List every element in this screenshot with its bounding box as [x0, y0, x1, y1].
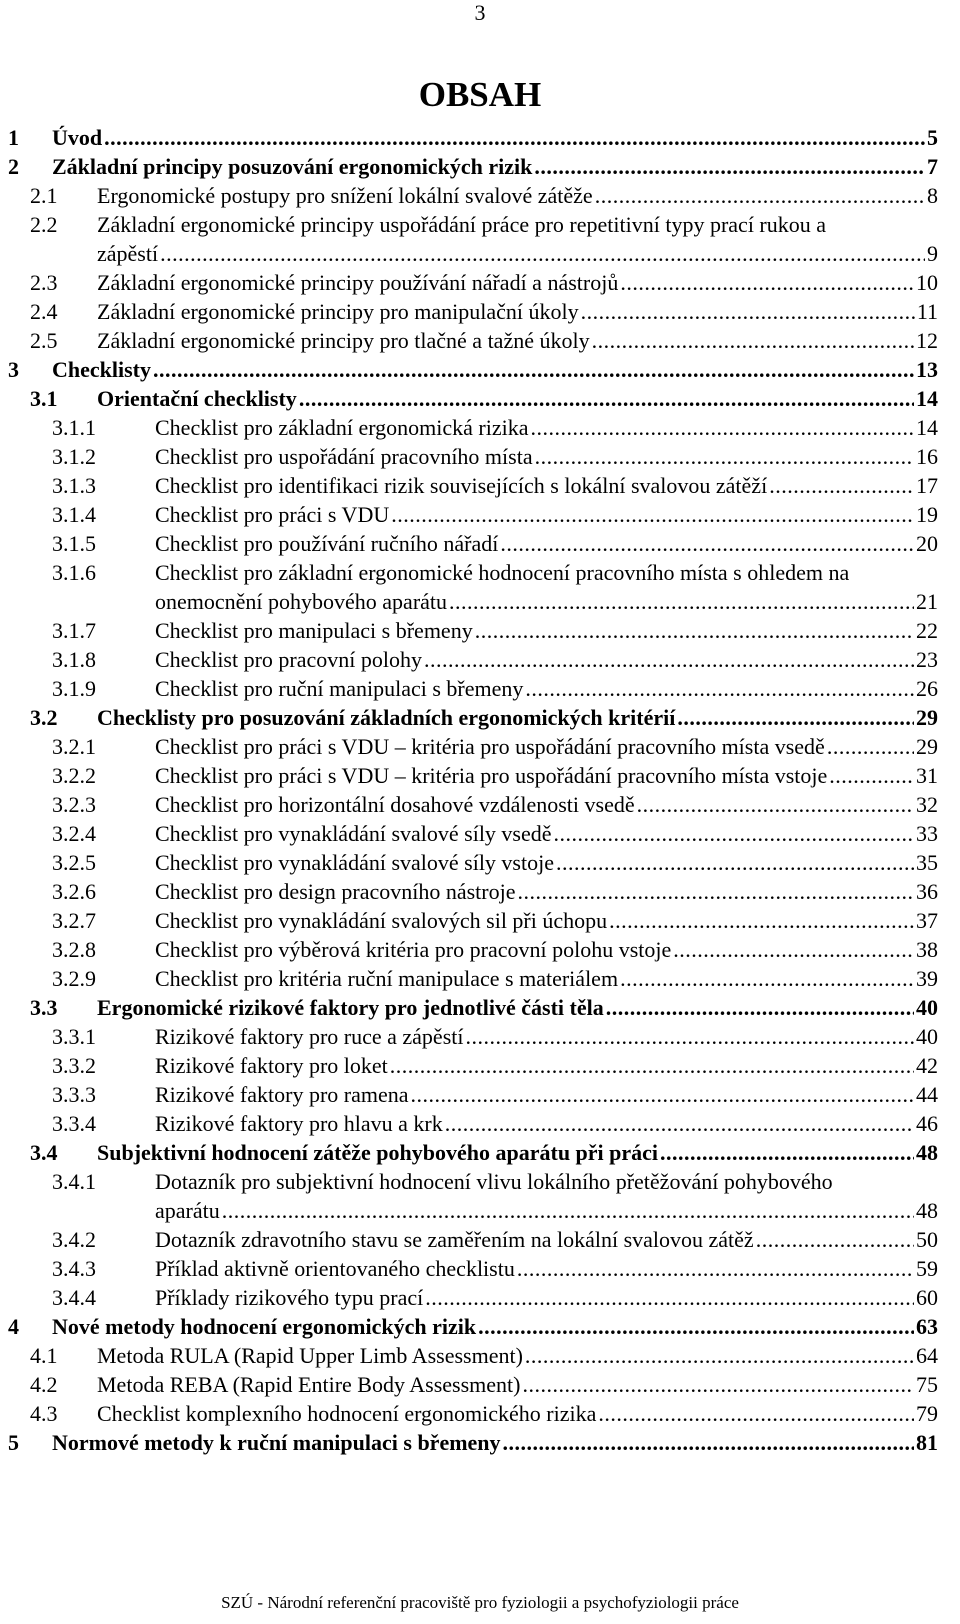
toc-dot-leader [581, 297, 915, 326]
toc-dot-leader [391, 500, 914, 529]
toc-entry-title: Metoda RULA (Rapid Upper Limb Assessment) [97, 1343, 523, 1368]
toc-entry-title: Checklist pro horizontální dosahové vzdálenosti vsedě [155, 792, 635, 817]
toc-entry-title: Rizikové faktory pro loket [155, 1053, 388, 1078]
toc-entry-page: 20 [916, 531, 938, 556]
toc-entry-number: 3.4 [30, 1140, 58, 1165]
toc-entry-number: 3.2.2 [52, 763, 96, 788]
toc-entry-title: Orientační checklisty [97, 386, 297, 411]
toc-dot-leader [222, 1196, 914, 1225]
toc-entry-page: 26 [916, 676, 938, 701]
toc-entry-number: 3.4.1 [52, 1169, 96, 1194]
toc-entry-title: Základní principy posuzování ergonomických rizik [52, 154, 533, 179]
toc-dot-leader [517, 877, 914, 906]
toc-entry[interactable] [0, 935, 960, 964]
toc-dot-leader [660, 1138, 914, 1167]
toc-entry-number: 3.3.3 [52, 1082, 96, 1107]
toc-entry-page: 5 [927, 125, 938, 150]
toc-entry-number: 3.1.4 [52, 502, 96, 527]
toc-dot-leader [522, 1370, 914, 1399]
toc-dot-leader [677, 703, 914, 732]
toc-entry-title: Checklist pro používání ručního nářadí [155, 531, 499, 556]
toc-entry-title: Checklist pro uspořádání pracovního místa [155, 444, 533, 469]
toc-dot-leader [756, 1225, 914, 1254]
toc-entry[interactable] [0, 1283, 960, 1312]
toc-entry-page: 23 [916, 647, 938, 672]
toc-entry-page: 16 [916, 444, 938, 469]
toc-entry-title: Základní ergonomické principy pro manipulační úkoly [97, 299, 579, 324]
toc-entry-title: Checklist pro identifikaci rizik souvisejících s lokální svalovou zátěží [155, 473, 768, 498]
toc-entry-number: 3.2.3 [52, 792, 96, 817]
toc-entry-number: 1 [8, 125, 19, 150]
toc-entry-number: 5 [8, 1430, 19, 1455]
toc-entry[interactable] [0, 181, 960, 210]
toc-entry[interactable] [0, 123, 960, 152]
toc-entry-number: 2.3 [30, 270, 58, 295]
toc-dot-leader [478, 1312, 914, 1341]
toc-entry-number: 3.2.5 [52, 850, 96, 875]
toc-entry-number: 3.2.9 [52, 966, 96, 991]
toc-dot-leader [606, 993, 914, 1022]
toc-entry-title: Checklist pro vynakládání svalové síly vsedě [155, 821, 552, 846]
toc-entry[interactable] [0, 790, 960, 819]
toc-entry-number: 3.2.7 [52, 908, 96, 933]
toc-entry-number: 3.2 [30, 705, 58, 730]
toc-entry-page: 50 [916, 1227, 938, 1252]
toc-entry[interactable] [0, 906, 960, 935]
toc-dot-leader [299, 384, 914, 413]
toc-entry-title: Checklist pro pracovní polohy [155, 647, 423, 672]
toc-entry[interactable] [0, 413, 960, 442]
toc-entry-title: Příklady rizikového typu prací [155, 1285, 424, 1310]
toc-entry-page: 11 [916, 299, 938, 324]
toc-entry[interactable] [0, 674, 960, 703]
toc-entry-title: Úvod [52, 125, 103, 150]
toc-dot-leader [556, 848, 914, 877]
toc-entry-title: Checklist pro práci s VDU [155, 502, 390, 527]
toc-entry-page: 10 [916, 270, 938, 295]
toc-dot-leader [411, 1080, 914, 1109]
toc-entry-title-line: Dotazník pro subjektivní hodnocení vlivu lokálního přetěžování pohybového [155, 1169, 833, 1194]
toc-entry-page: 33 [916, 821, 938, 846]
toc-dot-leader [595, 181, 925, 210]
toc-entry-title: aparátu [155, 1198, 220, 1223]
toc-entry[interactable] [0, 210, 960, 268]
toc-entry-number: 2.5 [30, 328, 58, 353]
toc-entry[interactable] [0, 1167, 960, 1225]
toc-entry-page: 21 [916, 589, 938, 614]
toc-entry-title: Dotazník zdravotního stavu se zaměřením na lokální svalovou zátěž [155, 1227, 754, 1252]
toc-entry[interactable] [0, 819, 960, 848]
toc-entry-page: 7 [927, 154, 938, 179]
toc-entry-page: 29 [916, 734, 938, 759]
toc-dot-leader [153, 355, 914, 384]
toc-entry-title: Checklist pro práci s VDU – kritéria pro uspořádání pracovního místa vstoje [155, 763, 828, 788]
toc-entry-number: 3.4.2 [52, 1227, 96, 1252]
toc-dot-leader [769, 471, 914, 500]
toc-entry-page: 63 [916, 1314, 938, 1339]
toc-entry-page: 22 [916, 618, 938, 643]
toc-dot-leader [554, 819, 914, 848]
toc-dot-leader [530, 413, 914, 442]
toc-dot-leader [609, 906, 914, 935]
toc-entry[interactable] [0, 384, 960, 413]
table-of-contents [0, 123, 960, 1457]
page-number: 3 [474, 0, 486, 25]
toc-dot-leader [673, 935, 914, 964]
toc-entry-page: 44 [916, 1082, 938, 1107]
toc-entry[interactable] [0, 1312, 960, 1341]
toc-entry-number: 4.1 [30, 1343, 58, 1368]
toc-entry-page: 75 [916, 1372, 938, 1397]
page-title: OBSAH [418, 75, 542, 114]
toc-entry-page: 48 [916, 1140, 938, 1165]
toc-entry-title: Rizikové faktory pro ramena [155, 1082, 409, 1107]
toc-entry[interactable] [0, 1022, 960, 1051]
toc-entry-number: 3.2.4 [52, 821, 96, 846]
toc-entry-number: 3.4.4 [52, 1285, 96, 1310]
toc-entry-number: 3.1 [30, 386, 58, 411]
toc-entry[interactable] [0, 326, 960, 355]
toc-entry-number: 3.2.1 [52, 734, 96, 759]
toc-entry[interactable] [0, 616, 960, 645]
toc-entry-number: 3.3 [30, 995, 58, 1020]
toc-entry-title: Checklist pro ruční manipulaci s břemeny [155, 676, 524, 701]
toc-entry-title: Ergonomické rizikové faktory pro jednotlivé části těla [97, 995, 604, 1020]
toc-entry[interactable] [0, 471, 960, 500]
toc-entry[interactable] [0, 500, 960, 529]
toc-entry-page: 40 [916, 1024, 938, 1049]
toc-entry-page: 42 [916, 1053, 938, 1078]
toc-entry-title: Checklisty pro posuzování základních ergonomických kritérií [97, 705, 676, 730]
toc-entry-title: Ergonomické postupy pro snížení lokální svalové zátěže [97, 183, 593, 208]
toc-entry-title: Checklist pro kritéria ruční manipulace s materiálem [155, 966, 619, 991]
toc-entry[interactable] [0, 1399, 960, 1428]
toc-entry-page: 79 [916, 1401, 938, 1426]
toc-dot-leader [827, 732, 914, 761]
toc-dot-leader [424, 645, 914, 674]
toc-entry[interactable] [0, 1341, 960, 1370]
toc-dot-leader [620, 964, 914, 993]
toc-entry-number: 3.3.1 [52, 1024, 96, 1049]
page-footer: SZÚ - Národní referenční pracoviště pro fyziologii a psychofyziologii práce [221, 1593, 739, 1612]
toc-entry-title: Základní ergonomické principy používání nářadí a nástrojů [97, 270, 619, 295]
toc-entry-number: 3.3.4 [52, 1111, 96, 1136]
toc-dot-leader [535, 442, 914, 471]
toc-entry-page: 35 [916, 850, 938, 875]
toc-entry-number: 3.4.3 [52, 1256, 96, 1281]
toc-entry-page: 17 [916, 473, 938, 498]
toc-entry-title-line: Základní ergonomické principy uspořádání práce pro repetitivní typy prací rukou a [97, 212, 827, 237]
toc-dot-leader [534, 152, 925, 181]
toc-entry[interactable] [0, 761, 960, 790]
toc-entry-number: 2.2 [30, 212, 58, 237]
toc-entry-number: 3.1.2 [52, 444, 96, 469]
toc-entry[interactable] [0, 848, 960, 877]
toc-entry[interactable] [0, 993, 960, 1022]
toc-entry-number: 3.1.7 [52, 618, 96, 643]
toc-entry-title: Příklad aktivně orientovaného checklistu [155, 1256, 515, 1281]
toc-entry-page: 36 [916, 879, 938, 904]
toc-entry-page: 40 [916, 995, 938, 1020]
toc-entry-page: 32 [916, 792, 938, 817]
toc-entry[interactable] [0, 355, 960, 384]
toc-entry-number: 2.4 [30, 299, 58, 324]
toc-dot-leader [503, 1428, 914, 1457]
toc-dot-leader [475, 616, 914, 645]
toc-entry-page: 31 [916, 763, 938, 788]
toc-entry[interactable] [0, 1254, 960, 1283]
toc-entry-page: 14 [916, 415, 938, 440]
toc-entry[interactable] [0, 152, 960, 181]
toc-entry[interactable] [0, 268, 960, 297]
toc-entry-title: Základní ergonomické principy pro tlačné a tažné úkoly [97, 328, 590, 353]
toc-entry-page: 9 [927, 241, 938, 266]
toc-dot-leader [445, 1109, 914, 1138]
toc-entry[interactable] [0, 1109, 960, 1138]
toc-entry-title: Checklist pro výběrová kritéria pro pracovní polohu vstoje [155, 937, 672, 962]
toc-dot-leader [517, 1254, 914, 1283]
toc-entry-number: 4 [8, 1314, 19, 1339]
toc-entry-title: Normové metody k ruční manipulaci s břemeny [52, 1430, 501, 1455]
toc-dot-leader [449, 587, 914, 616]
toc-entry-title: Metoda REBA (Rapid Entire Body Assessment) [97, 1372, 521, 1397]
toc-entry-title: Nové metody hodnocení ergonomických rizik [52, 1314, 477, 1339]
toc-dot-leader [620, 268, 914, 297]
toc-dot-leader [160, 239, 925, 268]
toc-entry[interactable] [0, 703, 960, 732]
toc-entry-page: 39 [916, 966, 938, 991]
toc-dot-leader [465, 1022, 914, 1051]
toc-entry-title: Checklist pro manipulaci s břemeny [155, 618, 473, 643]
toc-entry-number: 3.1.3 [52, 473, 96, 498]
toc-entry-page: 37 [916, 908, 938, 933]
toc-entry[interactable] [0, 1051, 960, 1080]
toc-entry-title: Rizikové faktory pro ruce a zápěstí [155, 1024, 464, 1049]
toc-entry-number: 3.1.8 [52, 647, 96, 672]
toc-entry-title: Checklist pro vynakládání svalové síly vstoje [155, 850, 554, 875]
toc-entry[interactable] [0, 1428, 960, 1457]
toc-entry-number: 3.1.6 [52, 560, 96, 585]
toc-entry-title: Checklist komplexního hodnocení ergonomického rizika [97, 1401, 597, 1426]
toc-entry-page: 64 [916, 1343, 938, 1368]
toc-entry-number: 3.2.6 [52, 879, 96, 904]
toc-dot-leader [525, 674, 914, 703]
toc-entry[interactable] [0, 558, 960, 616]
toc-dot-leader [104, 123, 925, 152]
toc-entry-number: 3.1.9 [52, 676, 96, 701]
toc-entry[interactable] [0, 877, 960, 906]
toc-entry-title: onemocnění pohybového aparátu [155, 589, 448, 614]
toc-entry[interactable] [0, 1138, 960, 1167]
toc-dot-leader [598, 1399, 914, 1428]
toc-entry-page: 13 [916, 357, 938, 382]
toc-entry-page: 14 [916, 386, 938, 411]
toc-entry[interactable] [0, 964, 960, 993]
toc-dot-leader [500, 529, 914, 558]
toc-entry-page: 12 [916, 328, 938, 353]
toc-dot-leader [637, 790, 914, 819]
toc-entry-title: Checklisty [52, 357, 151, 382]
toc-entry-number: 3.1.1 [52, 415, 96, 440]
toc-entry[interactable] [0, 732, 960, 761]
toc-dot-leader [592, 326, 914, 355]
toc-dot-leader [525, 1341, 914, 1370]
toc-entry[interactable] [0, 442, 960, 471]
toc-entry-title: Rizikové faktory pro hlavu a krk [155, 1111, 443, 1136]
toc-entry-number: 2 [8, 154, 19, 179]
toc-entry-title: Checklist pro vynakládání svalových sil při úchopu [155, 908, 608, 933]
toc-dot-leader [390, 1051, 914, 1080]
toc-entry-number: 4.2 [30, 1372, 58, 1397]
toc-entry-page: 60 [916, 1285, 938, 1310]
toc-entry-number: 3.1.5 [52, 531, 96, 556]
toc-entry-title: zápěstí [97, 241, 159, 266]
toc-entry-page: 48 [916, 1198, 938, 1223]
toc-dot-leader [829, 761, 914, 790]
toc-entry[interactable] [0, 1370, 960, 1399]
toc-entry-title: Checklist pro základní ergonomická rizika [155, 415, 529, 440]
toc-entry[interactable] [0, 1225, 960, 1254]
toc-entry[interactable] [0, 297, 960, 326]
toc-entry[interactable] [0, 529, 960, 558]
toc-entry-page: 38 [916, 937, 938, 962]
toc-entry-title-line: Checklist pro základní ergonomické hodnocení pracovního místa s ohledem na [155, 560, 850, 585]
toc-entry-page: 8 [927, 183, 938, 208]
toc-entry-page: 81 [916, 1430, 938, 1455]
toc-entry-number: 2.1 [30, 183, 58, 208]
toc-entry-title: Subjektivní hodnocení zátěže pohybového aparátu při práci [97, 1140, 659, 1165]
toc-entry-page: 59 [916, 1256, 938, 1281]
toc-entry-number: 4.3 [30, 1401, 58, 1426]
toc-dot-leader [425, 1283, 914, 1312]
toc-entry-page: 19 [916, 502, 938, 527]
toc-entry-number: 3.3.2 [52, 1053, 96, 1078]
toc-entry[interactable] [0, 645, 960, 674]
toc-entry-title: Checklist pro práci s VDU – kritéria pro uspořádání pracovního místa vsedě [155, 734, 825, 759]
toc-entry-page: 46 [916, 1111, 938, 1136]
toc-entry-number: 3.2.8 [52, 937, 96, 962]
toc-entry-title: Checklist pro design pracovního nástroje [155, 879, 516, 904]
toc-entry-number: 3 [8, 357, 19, 382]
toc-entry[interactable] [0, 1080, 960, 1109]
toc-entry-page: 29 [916, 705, 938, 730]
